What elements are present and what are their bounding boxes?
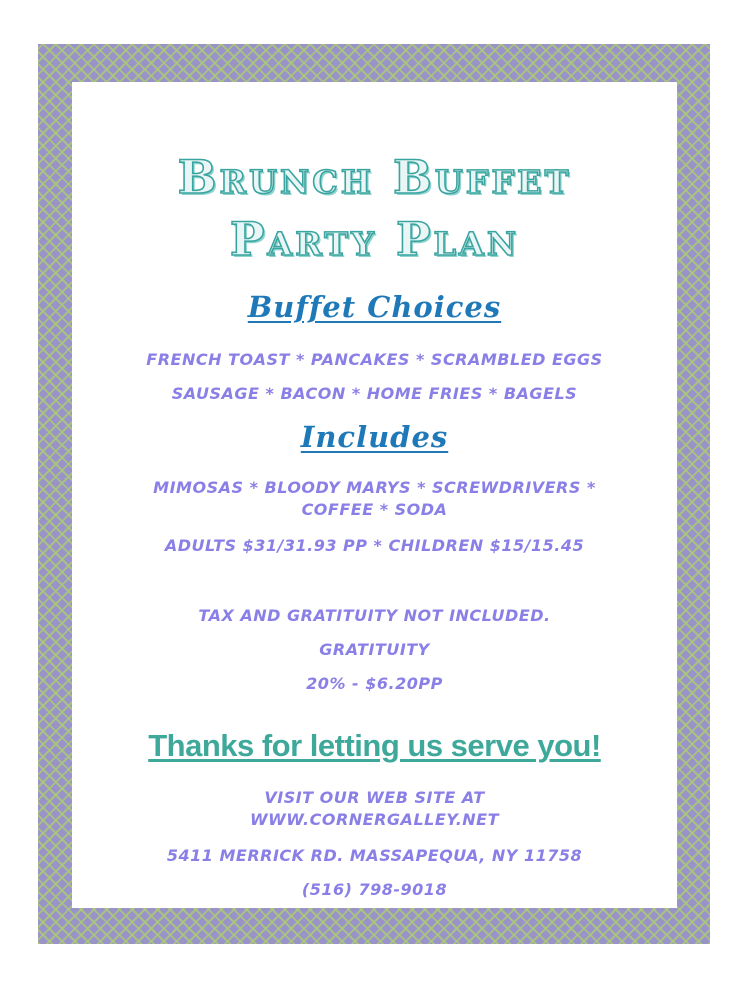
includes-line-2: COFFEE * SODA — [301, 500, 448, 519]
includes-line-1: MIMOSAS * BLOODY MARYS * SCREWDRIVERS * — [153, 478, 596, 497]
pricing-line: ADULTS $31/31.93 PP * CHILDREN $15/15.45 — [164, 536, 585, 555]
includes-heading: Includes — [300, 420, 449, 454]
gratuity-label: GRATITUITY — [319, 640, 430, 659]
website-line-1: VISIT OUR WEB SITE AT — [264, 788, 485, 807]
flyer-content — [72, 82, 677, 908]
thanks-message: Thanks for letting us serve you! — [148, 728, 601, 763]
gratuity-value: 20% - $6.20PP — [306, 674, 443, 693]
decorative-border — [38, 44, 710, 944]
buffet-choices-heading: Buffet Choices — [247, 290, 502, 324]
buffet-choices-line-2: SAUSAGE * BACON * HOME FRIES * BAGELS — [171, 384, 578, 403]
address-line: 5411 MERRICK RD. MASSAPEQUA, NY 11758 — [166, 846, 583, 865]
buffet-choices-line-1: FRENCH TOAST * PANCAKES * SCRAMBLED EGGS — [146, 350, 603, 369]
title-line-2: Party Plan — [229, 212, 520, 266]
tax-note: TAX AND GRATITUITY NOT INCLUDED. — [198, 606, 551, 625]
title-line-1: Brunch Buffet — [177, 150, 572, 204]
website-line-2[interactable]: WWW.CORNERGALLEY.NET — [249, 810, 500, 829]
phone-number[interactable]: (516) 798-9018 — [301, 880, 448, 899]
